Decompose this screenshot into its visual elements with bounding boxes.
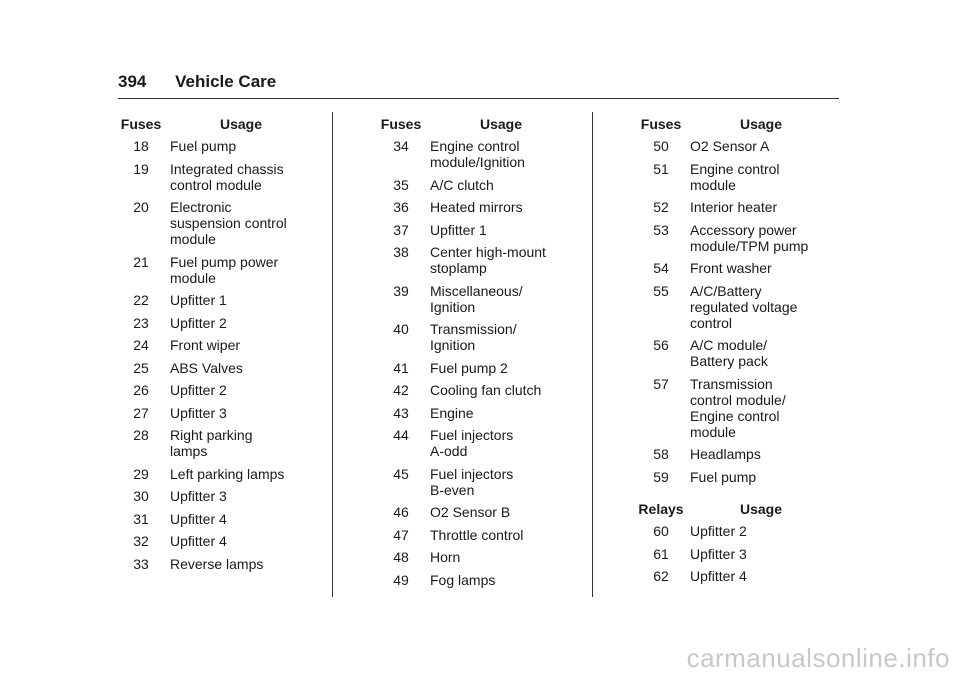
fuse-usage: Fuel pump 2 [430, 359, 508, 376]
section-title: Vehicle Care [175, 72, 277, 91]
usage-header: Usage [739, 116, 783, 132]
table-row [112, 360, 312, 383]
table-row [372, 549, 572, 572]
table-row [632, 469, 832, 492]
fuse-number: 36 [393, 199, 409, 215]
fuses-header: Fuses [640, 116, 682, 132]
fuse-number: 26 [133, 382, 149, 398]
table-row [112, 199, 312, 254]
table-header-row [372, 116, 572, 138]
table-row [112, 315, 312, 338]
fuse-number: 27 [133, 404, 149, 421]
fuse-usage: Center high-mount stoplamp [430, 244, 546, 276]
fuses-header: Fuses [380, 116, 422, 132]
fuse-usage: Upfitter 4 [170, 533, 227, 549]
table-row [372, 244, 572, 283]
watermark: carmanualsonline.info [686, 643, 950, 673]
page-header [118, 72, 276, 92]
fuse-table [632, 116, 832, 591]
relay-usage: Upfitter 2 [690, 523, 747, 539]
table-row [112, 466, 312, 489]
fuse-number: 38 [393, 244, 409, 260]
fuse-usage: Engine control module [690, 160, 780, 193]
table-row [372, 504, 572, 527]
fuse-number: 31 [133, 510, 149, 527]
fuse-number: 28 [133, 427, 149, 443]
table-row [632, 222, 832, 261]
fuse-usage: Upfitter 1 [430, 221, 487, 238]
fuse-number: 55 [653, 282, 669, 299]
fuse-usage: Upfitter 2 [170, 382, 227, 398]
fuse-usage: Front washer [690, 260, 772, 276]
relay-row [632, 546, 832, 569]
fuse-number: 30 [133, 488, 149, 504]
table-row [112, 138, 312, 161]
fuse-usage: Fuel pump power module [170, 253, 279, 286]
fuse-usage: Left parking lamps [170, 465, 285, 482]
fuse-number: 33 [133, 555, 149, 572]
table-row [372, 572, 572, 595]
fuse-number: 56 [653, 337, 669, 353]
table-row [112, 533, 312, 556]
fuse-usage: A/C clutch [430, 176, 494, 193]
fuse-usage: Engine control module/Ignition [430, 138, 525, 170]
usage-header: Usage [739, 501, 783, 517]
fuse-number: 49 [393, 571, 409, 588]
column-divider [592, 112, 593, 597]
table-row [372, 405, 572, 428]
table-row [632, 260, 832, 283]
table-row [372, 199, 572, 222]
page-number: 394 [118, 72, 147, 91]
table-row [372, 177, 572, 200]
fuse-usage: Fuel pump [170, 138, 237, 154]
fuse-usage: Headlamps [690, 446, 761, 462]
fuse-number: 21 [133, 253, 149, 270]
relay-number: 62 [653, 568, 669, 584]
fuse-usage: A/C/Battery regulated voltage control [690, 282, 798, 331]
header-rule [118, 98, 839, 99]
fuse-number: 22 [133, 292, 149, 308]
table-row [632, 161, 832, 200]
fuse-usage: Horn [430, 549, 461, 565]
table-row [632, 337, 832, 376]
fuse-usage: Upfitter 1 [170, 292, 227, 308]
table-row [112, 337, 312, 360]
relay-number: 60 [653, 523, 669, 539]
fuse-usage: Transmission/ Ignition [430, 321, 517, 353]
table-header-row [112, 116, 312, 138]
fuse-usage: Heated mirrors [430, 199, 523, 215]
fuse-usage: Upfitter 3 [170, 488, 227, 504]
usage-header: Usage [479, 116, 523, 132]
table-row [372, 527, 572, 550]
fuse-number: 39 [393, 282, 409, 299]
fuse-usage: Throttle control [430, 526, 524, 543]
fuse-column-3 [632, 116, 832, 591]
relay-row [632, 523, 832, 546]
table-row [372, 321, 572, 360]
table-row [632, 199, 832, 222]
fuse-usage: Fuel injectors A-odd [430, 427, 514, 459]
table-header-row [632, 116, 832, 138]
table-row [632, 138, 832, 161]
column-divider [332, 112, 333, 597]
fuse-usage: Transmission control module/ Engine control module [690, 375, 786, 440]
fuse-number: 20 [133, 199, 149, 215]
fuse-number: 43 [393, 404, 409, 421]
table-row [632, 283, 832, 338]
fuse-usage: Fog lamps [430, 571, 496, 588]
fuse-number: 47 [393, 526, 409, 543]
fuse-table [372, 116, 572, 594]
relays-header: Relays [638, 501, 684, 517]
table-row [112, 382, 312, 405]
fuse-usage: O2 Sensor A [690, 138, 770, 154]
relay-usage: Upfitter 4 [690, 568, 747, 584]
fuse-number: 41 [393, 359, 409, 376]
fuse-usage: Right parking lamps [170, 427, 253, 459]
fuse-usage: Integrated chassis control module [170, 160, 284, 193]
table-row [112, 292, 312, 315]
table-row [112, 427, 312, 466]
table-row [372, 222, 572, 245]
fuse-number: 42 [393, 382, 409, 398]
fuse-number: 32 [133, 533, 149, 549]
table-row [112, 511, 312, 534]
fuse-number: 18 [133, 138, 149, 154]
usage-header: Usage [219, 116, 263, 132]
fuse-number: 44 [393, 427, 409, 443]
table-row [112, 254, 312, 293]
table-row [112, 488, 312, 511]
table-row [112, 556, 312, 579]
table-row [372, 360, 572, 383]
fuse-number: 46 [393, 504, 409, 520]
fuse-usage: Miscellaneous/ Ignition [430, 282, 523, 315]
table-row [632, 446, 832, 469]
fuse-number: 58 [653, 446, 669, 462]
fuse-number: 25 [133, 359, 149, 376]
fuse-usage: Electronic suspension control module [170, 199, 287, 247]
fuse-usage: Front wiper [170, 337, 241, 353]
fuse-number: 29 [133, 465, 149, 482]
fuse-usage: Upfitter 4 [170, 510, 227, 527]
table-row [372, 466, 572, 505]
fuse-number: 40 [393, 321, 409, 337]
fuse-usage: O2 Sensor B [430, 504, 511, 520]
fuse-number: 45 [393, 465, 409, 482]
fuse-table [112, 116, 312, 578]
table-row [112, 161, 312, 200]
table-row [372, 283, 572, 322]
relay-row [632, 568, 832, 591]
fuse-usage: Reverse lamps [170, 555, 264, 572]
fuse-usage: Fuel pump [690, 468, 757, 485]
fuse-number: 24 [133, 337, 149, 353]
fuse-column-2 [372, 116, 572, 594]
table-row [372, 427, 572, 466]
fuse-usage: Fuel injectors B-even [430, 465, 514, 498]
spacer-row [632, 491, 832, 501]
fuse-usage: A/C module/ Battery pack [690, 337, 768, 369]
fuse-number: 51 [653, 160, 669, 177]
fuse-usage: Cooling fan clutch [430, 382, 542, 398]
table-row [372, 382, 572, 405]
fuse-usage: Upfitter 3 [170, 404, 227, 421]
table-row [372, 138, 572, 177]
fuse-number: 57 [653, 375, 669, 392]
fuse-number: 34 [393, 138, 409, 154]
fuse-number: 52 [653, 199, 669, 215]
fuse-number: 54 [653, 260, 669, 276]
fuse-usage: Interior heater [690, 199, 778, 215]
table-row [112, 405, 312, 428]
fuse-usage: Upfitter 2 [170, 314, 227, 331]
fuse-column-1 [112, 116, 312, 578]
fuse-usage: Engine [430, 404, 474, 421]
fuse-number: 37 [393, 221, 409, 238]
fuse-number: 53 [653, 221, 669, 238]
fuse-usage: Accessory power module/TPM pump [690, 221, 809, 254]
fuse-number: 35 [393, 176, 409, 193]
fuse-number: 48 [393, 549, 409, 565]
fuse-usage: ABS Valves [170, 359, 243, 376]
table-row [632, 376, 832, 447]
fuse-number: 59 [653, 468, 669, 485]
relay-usage: Upfitter 3 [690, 545, 747, 562]
relay-number: 61 [653, 545, 669, 562]
fuses-header: Fuses [120, 116, 162, 132]
fuse-number: 19 [133, 160, 149, 177]
fuse-number: 50 [653, 138, 669, 154]
fuse-number: 23 [133, 314, 149, 331]
relay-header-row [632, 501, 832, 523]
